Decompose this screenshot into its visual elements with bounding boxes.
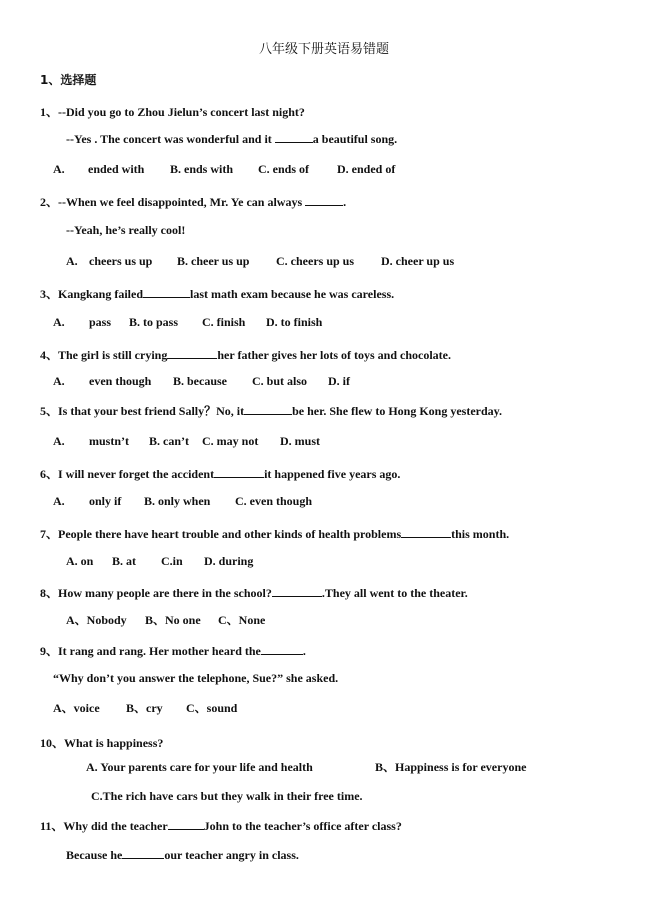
option: A.	[53, 434, 65, 448]
option: A. Your parents care for your life and health	[86, 760, 313, 774]
option: C. even though	[235, 494, 313, 508]
option: B. only when	[144, 494, 211, 508]
answer-blank	[275, 131, 313, 143]
text: last math exam because he was careless.	[190, 287, 395, 301]
text: 5、Is that your best friend Sally？No, it	[40, 404, 245, 418]
text: 4、The girl is still crying	[40, 348, 168, 362]
question-4	[40, 347, 451, 363]
option: A.	[53, 494, 65, 508]
text: .	[302, 644, 306, 658]
option: C. ends of	[258, 162, 310, 176]
text: --Yes . The concert was wonderful and it	[66, 132, 275, 146]
answer-blank	[261, 643, 303, 655]
option: A.	[53, 374, 65, 388]
option: B. cheer us up	[177, 254, 250, 268]
question-9	[40, 643, 306, 659]
answer-blank	[214, 466, 264, 478]
question-3	[40, 286, 394, 302]
question-10: 10、What is happiness?	[40, 736, 164, 750]
option: B、No one	[145, 613, 201, 627]
answer-blank	[122, 847, 164, 859]
text: 8、How many people are there in the school?	[40, 586, 272, 600]
option: A. on	[66, 554, 94, 568]
question-9-line2: “Why don’t you answer the telephone, Sue?” she asked.	[53, 671, 339, 685]
option: C. cheers up us	[276, 254, 355, 268]
text: her father gives her lots of toys and chocolate.	[217, 348, 451, 362]
option: only if	[89, 494, 122, 508]
option: C、None	[218, 613, 266, 627]
text: it happened five years ago.	[264, 467, 401, 481]
option: D. to finish	[266, 315, 323, 329]
answer-blank	[401, 526, 451, 538]
question-7	[40, 526, 509, 542]
option: A.	[66, 254, 78, 268]
option: C、sound	[186, 701, 238, 715]
option: B. can’t	[149, 434, 189, 448]
option: C.in	[161, 554, 183, 568]
answer-blank	[167, 347, 217, 359]
option: A.	[53, 315, 65, 329]
answer-blank	[168, 818, 204, 830]
option: D. during	[204, 554, 254, 568]
text: be her. She flew to Hong Kong yesterday.	[292, 404, 503, 418]
question-2-line2: --Yeah, he’s really cool!	[66, 223, 186, 237]
text: a beautiful song.	[312, 132, 398, 146]
text: .	[343, 195, 347, 209]
text: .They all went to the theater.	[321, 586, 468, 600]
text: 3、Kangkang failed	[40, 287, 144, 301]
option: D. if	[328, 374, 350, 388]
option: D. ended of	[337, 162, 396, 176]
text: 7、People there have heart trouble and other kinds of health problems	[40, 527, 402, 541]
section-heading: 1、选择题	[40, 73, 97, 87]
answer-blank	[143, 286, 190, 298]
text: 9、It rang and rang. Her mother heard the	[40, 644, 261, 658]
question-11	[40, 818, 402, 834]
answer-blank	[244, 403, 292, 415]
option: mustn’t	[89, 434, 130, 448]
option: A、voice	[53, 701, 100, 715]
page-title: 八年级下册英语易错题	[259, 42, 390, 57]
answer-blank	[305, 194, 343, 206]
option: ended with	[88, 162, 145, 176]
option: D. cheer up us	[381, 254, 455, 268]
option: C. may not	[202, 434, 259, 448]
answer-blank	[272, 585, 322, 597]
question-1: 1、--Did you go to Zhou Jielun’s concert last night?	[40, 105, 305, 119]
option: B. at	[112, 554, 136, 568]
option: C.The rich have cars but they walk in their free time.	[91, 789, 363, 803]
text: John to the teacher’s office after class?	[203, 819, 402, 833]
option: B、Happiness is for everyone	[375, 760, 527, 774]
option: even though	[89, 374, 152, 388]
text: this month.	[451, 527, 510, 541]
option: C. finish	[202, 315, 246, 329]
question-8	[40, 585, 468, 601]
question-5	[40, 403, 502, 419]
option: B. ends with	[170, 162, 234, 176]
option: C. but also	[252, 374, 308, 388]
text: Because he	[66, 848, 123, 862]
question-2	[40, 194, 346, 210]
text: our teacher angry in class.	[164, 848, 299, 862]
question-1-line2	[66, 131, 397, 147]
option: cheers us up	[89, 254, 153, 268]
option: A.	[53, 162, 65, 176]
option: A、Nobody	[66, 613, 127, 627]
question-11-line2	[66, 847, 299, 863]
option: B. because	[173, 374, 227, 388]
option: B. to pass	[129, 315, 179, 329]
text: 11、Why did the teacher	[40, 819, 168, 833]
option: D. must	[280, 434, 321, 448]
option: pass	[89, 315, 112, 329]
question-6	[40, 466, 400, 482]
text: 6、I will never forget the accident	[40, 467, 215, 481]
text: 2、--When we feel disappointed, Mr. Ye can always	[40, 195, 306, 209]
option: B、cry	[126, 701, 163, 715]
